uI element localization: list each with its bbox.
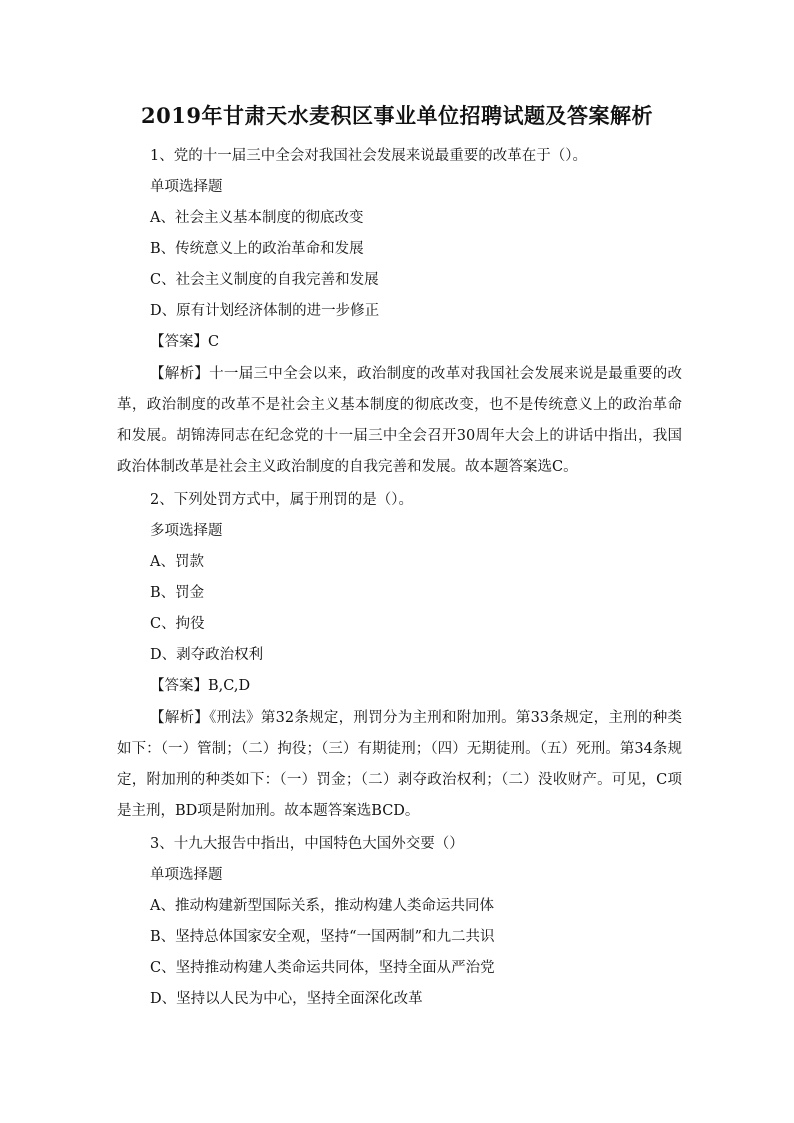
q3-stem: 3、十九大报告中指出，中国特色大国外交要（） xyxy=(150,836,464,852)
q1-type: 单项选择题 xyxy=(150,179,223,195)
q1-stem: 1、党的十一届三中全会对我国社会发展来说最重要的改革在于（）。 xyxy=(150,148,587,164)
q2-answer: 【答案】B,C,D xyxy=(150,678,251,694)
q3-option-c: C、坚持推动构建人类命运共同体，坚持全面从严治党 xyxy=(150,960,495,976)
q2-analysis: 【解析】《刑法》第32条规定，刑罚分为主刑和附加刑。第33条规定，主刑的种类如下：（一）管制；（二）拘役；（三）有期徒刑；（四）无期徒刑。（五）死刑。第34条规定，附加刑的种类如下：（一）罚金；（二）剥夺政治权利；（二）没收财产。可见，C项是主刑，BD项是附加刑。故本题答案选BCD。 xyxy=(117,710,682,819)
q1-option-a: A、社会主义基本制度的彻底改变 xyxy=(150,210,364,226)
q2-stem: 2、下列处罚方式中，属于刑罚的是（）。 xyxy=(150,492,413,508)
q2-option-b: B、罚金 xyxy=(150,585,205,601)
q2-option-d: D、剥夺政治权利 xyxy=(150,647,264,663)
page-title: 2019年甘肃天水麦积区事业单位招聘试题及答案解析 xyxy=(141,103,653,128)
q3-option-a: A、推动构建新型国际关系，推动构建人类命运共同体 xyxy=(150,898,494,914)
q3-option-d: D、坚持以人民为中心，坚持全面深化改革 xyxy=(150,991,423,1007)
q3-option-b: B、坚持总体国家安全观，坚持“一国两制”和九二共识 xyxy=(150,929,495,945)
q2-type: 多项选择题 xyxy=(150,523,223,539)
q1-option-c: C、社会主义制度的自我完善和发展 xyxy=(150,272,379,288)
q3-type: 单项选择题 xyxy=(150,867,223,883)
q1-analysis: 【解析】十一届三中全会以来，政治制度的改革对我国社会发展来说是最重要的改革，政治制度的改革不是社会主义基本制度的彻底改变，也不是传统意义上的政治革命和发展。胡锦涛同志在纪念党的十一届三中全会召开30周年大会上的讲话中指出，我国政治体制改革是社会主义政治制度的自我完善和发展。故本题答案选C。 xyxy=(117,366,682,475)
q1-option-d: D、原有计划经济体制的进一步修正 xyxy=(150,303,380,319)
q1-option-b: B、传统意义上的政治革命和发展 xyxy=(150,241,364,257)
q2-option-c: C、拘役 xyxy=(150,616,205,632)
q2-option-a: A、罚款 xyxy=(150,554,204,570)
q1-answer: 【答案】C xyxy=(150,334,220,350)
